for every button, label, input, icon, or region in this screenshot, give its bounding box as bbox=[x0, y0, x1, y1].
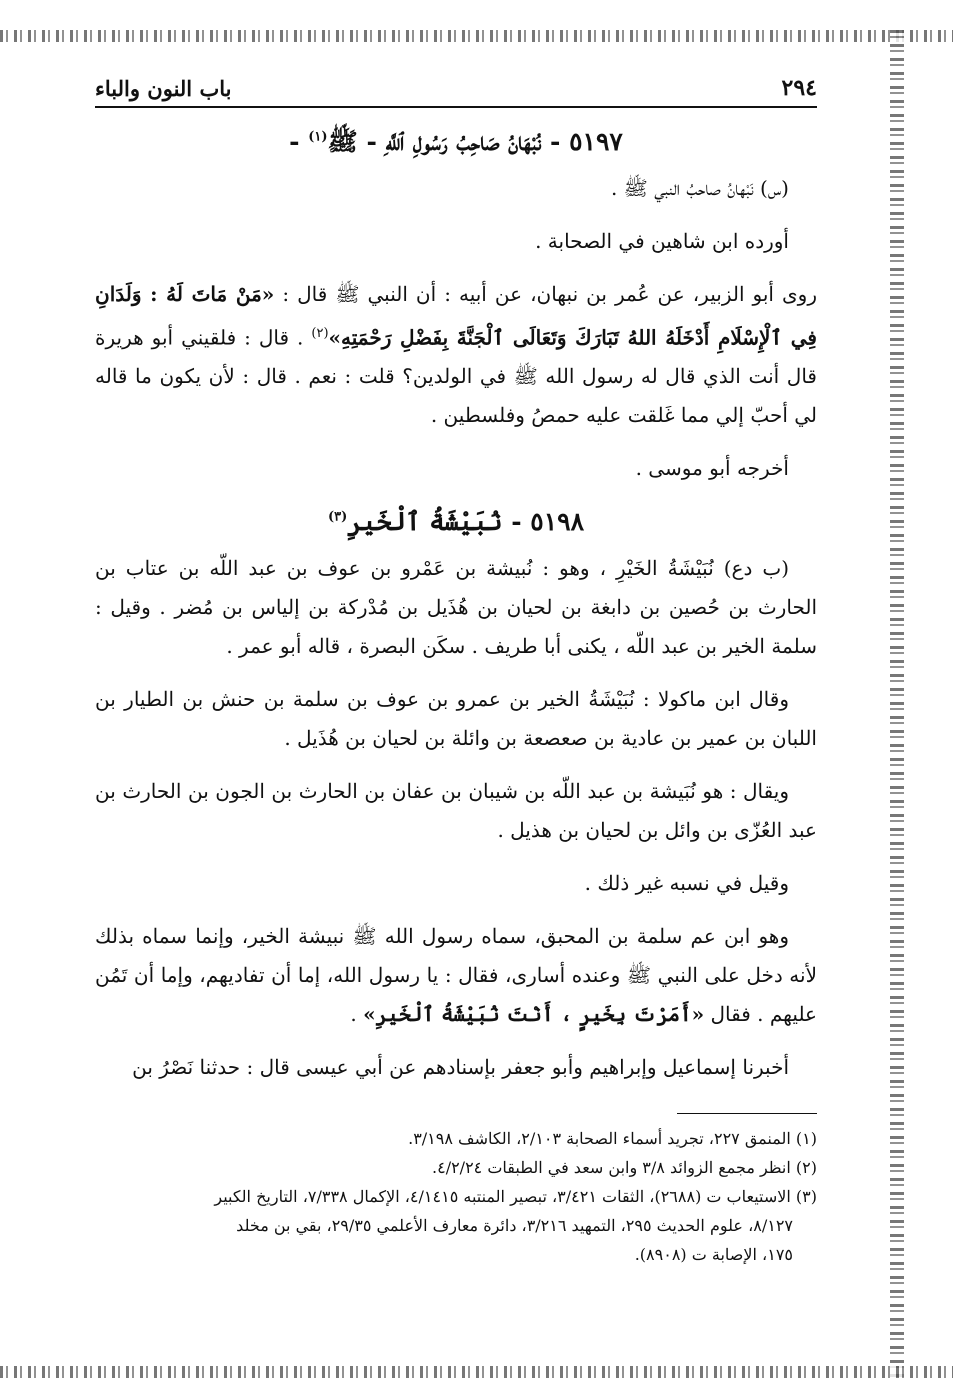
entry-5198-heading: ٥١٩٨ - نُبَيْشَةُ ٱلْخَيرِ$^{(٣)}$ bbox=[328, 507, 584, 537]
entry-5197-mention: أورده ابن شاهين في الصحابة . bbox=[535, 228, 789, 253]
book-page bbox=[95, 70, 817, 1340]
entry-5197-source: (س) نَبْهانُ صاحبُ النبي ﷺ . bbox=[610, 175, 789, 200]
page-number: ٢٩٤ bbox=[781, 75, 817, 101]
right-border-ornament bbox=[890, 30, 904, 1378]
entry-5198-story: وهو ابن عم سلمة بن المحبق، سماه رسول الله ﷺ نبيشة الخير، وإنما سماه بذلك لأنه دخل على النبي ﷺ وعنده أسارى، فقال : يا رسول الله، إما أن تفاديهم، وإما أن تَمُن عليهم . فقال «أَمَرْتَ بِخَيرٍ ، أَنْتَ نُبَيْشَةُ ٱلْخَيرِ» . bbox=[95, 923, 817, 1026]
entry-5198-other: وقيل في نسبه غير ذلك . bbox=[584, 870, 789, 895]
entry-5197-heading: ٥١٩٧ - نُبْهَانُ صَاحِبُ رَسُولِ ٱللَّهِ - ﷺ$^{(١)}$ - bbox=[289, 127, 623, 156]
entry-5198-ibn-makula: وقال ابن ماكولا : نُبَيْشَةُ الخير بن عمرو بن عوف بن سلمة بن حنش بن الطيار بن اللبان بن عمير بن عادية بن صعصعة بن وائلة بن لحيان بن هُذَيل . bbox=[95, 686, 817, 750]
footnote-3-continued: ٨/١٢٧، علوم الحديث ٢٩٥، التمهيد ٣/٢١٦، دائرة معارف الأعلمي ٢٩/٣٥، بقي بن مخلد bbox=[236, 1215, 793, 1235]
entry-5197-narration: روى أبو الزبير، عن عُمر بن نبهان، عن أبيه : أن النبي ﷺ قال : «مَنْ مَاتَ لَهُ : وَلَدَانِ فِي ٱلْإِسْلَامِ أَدْخَلَهُ اللهُ تَبَارَكَ وَتَعَالَى ٱلْجَنَّةَ بِفَضْلِ رَحْمَتِهِ»$^{(٢)}$ . قال : فلقيني أبو هريرة قال أنت الذي قال له رسول الله ﷺ في الولدين؟ قلت : نعم . قال : لأن يكون ما قاله لي أحبّ إلي مما غَلقت عليه حمصُ وفلسطين . bbox=[95, 281, 817, 428]
entry-5198-alt-lineage: ويقال : هو نُبَيشة بن عبد اللّه بن شيبان بن عفان بن الحارث بن الجون بن الحارث بن عبد العُزّى بن وائل بن لحيان بن هذيل . bbox=[95, 778, 817, 842]
footnote-separator bbox=[677, 1113, 817, 1114]
entry-5198-isnad: أخبرنا إسماعيل وإبراهيم وأبو جعفر بإسنادهم عن أبي عيسى قال : حدثنا نَصْرُ بن bbox=[132, 1054, 789, 1079]
top-border-ornament bbox=[0, 30, 953, 42]
footnote-2: (٢) انظر مجمع الزوائد ٣/٨ وابن سعد في الطبقات ٤/٢/٢٤. bbox=[432, 1157, 817, 1177]
page-header bbox=[95, 70, 817, 108]
footnote-3-end: ١٧٥، الإصابة ت (٨٩٠٨). bbox=[634, 1244, 793, 1264]
footnote-ref-1[interactable]: (١) bbox=[308, 129, 328, 145]
chapter-title: باب النون والباء bbox=[95, 75, 232, 101]
hadith-text: «مَنْ مَاتَ لَهُ : وَلَدَانِ فِي ٱلْإِسْلَامِ أَدْخَلَهُ اللهُ تَبَارَكَ وَتَعَالَى ٱلْجَنَّةَ بِفَضْلِ رَحْمَتِهِ» bbox=[95, 281, 817, 350]
entry-5197-takhrij: أخرجه أبو موسى . bbox=[635, 456, 789, 481]
hadith-text: «أَمَرْتَ بِخَيرٍ ، أَنْتَ نُبَيْشَةُ ٱلْخَيرِ» bbox=[363, 1001, 705, 1026]
footnote-3: (٣) الاستيعاب ت (٢٦٨٨)، الثقات ٣/٤٢١، تبصير المنتبه ٤/١٤١٥، الإكمال ٧/٣٣٨، التاريخ الكبير bbox=[214, 1186, 817, 1206]
footnote-ref-2[interactable]: (٢) bbox=[311, 325, 329, 341]
footnote-ref-3[interactable]: (٣) bbox=[328, 509, 348, 525]
bottom-border-ornament bbox=[0, 1366, 953, 1378]
footnote-1: (١) المنمق ٢٢٧، تجريد أسماء الصحابة ٢/١٠٣، الكاشف ٣/١٩٨. bbox=[408, 1128, 817, 1148]
entry-5198-lineage: (ب دع) نُبَيْشَةُ الخَيْرِ ، وهو : نُبيشة بن عَمْرو بن عوف بن عبد اللّه بن عتاب بن الحارث بن حُصين بن دابغة بن لحيان بن هُذَيل بن مُدْركة بن إلياس بن مُضر . وقيل : سلمة الخير بن عبد اللّه ، يكنى أبا طريف . سكَن البصرة ، قاله أبو عمر . bbox=[95, 555, 817, 658]
